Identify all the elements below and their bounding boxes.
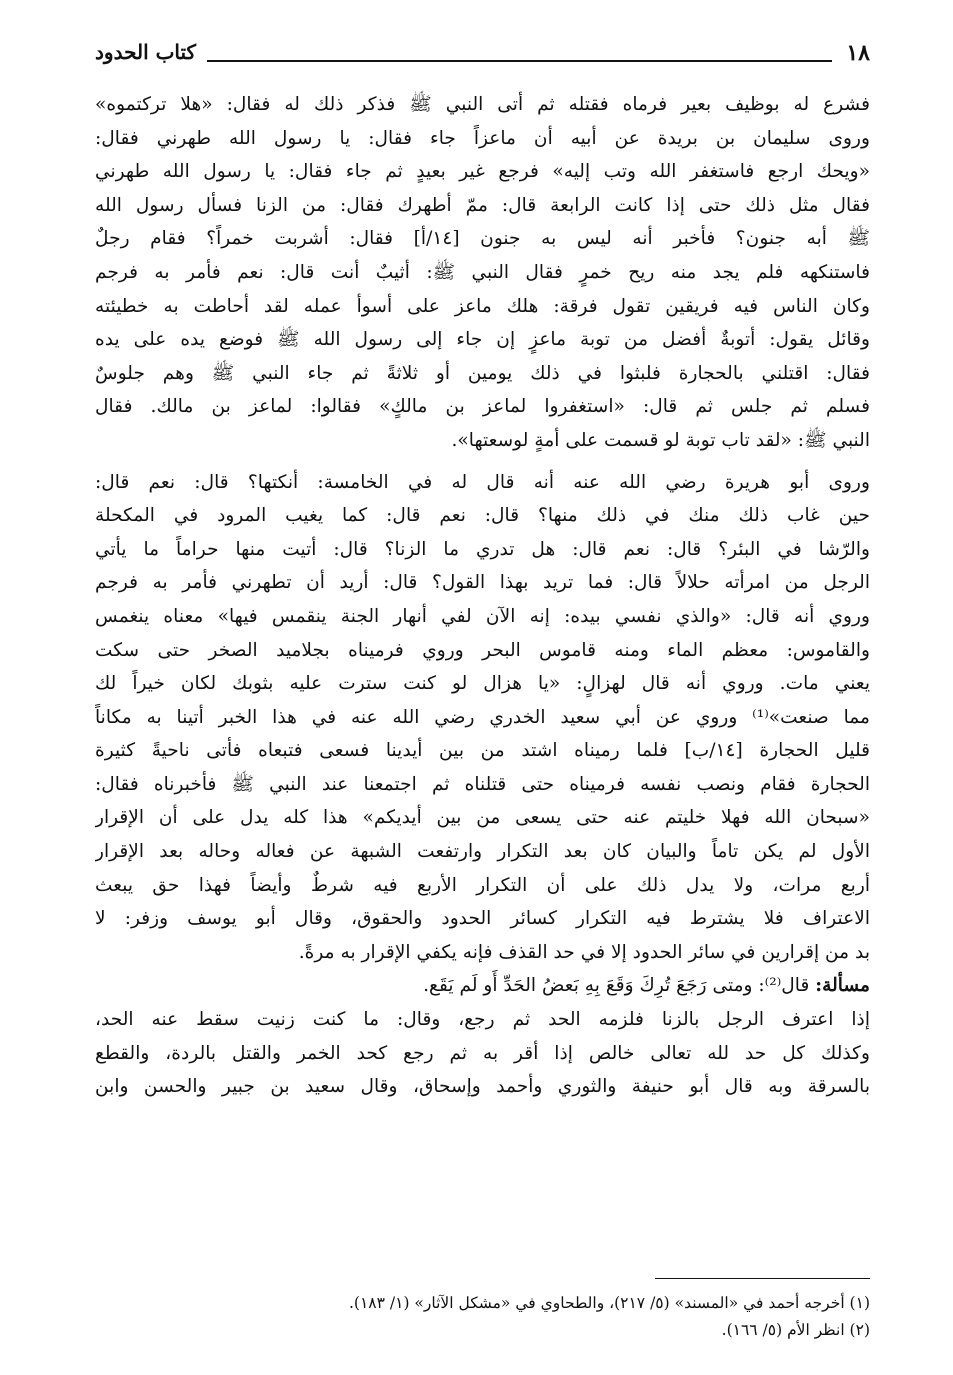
text-line: وروى سليمان بن بريدة عن أبيه أن ماعزاً جاء فقال: يا رسول الله طهرني فقال: [95,127,870,149]
text-line: قليل الحجارة [١٤/ب] فلما رميناه اشتد من بين أيدينا فسعى فتبعاه فأتى ناحيةً كثيرة [95,740,870,762]
text-line: وكذلك كل حد لله تعالى خالص إذا أقر به ثم رجع كحد الخمر والقتل بالردة، والقطع [95,1042,870,1064]
text-line: الأول لم يكن تاماً والبيان كان بعد التكرار وارتفعت الشبهة عن فعاله وحاله بعد الإقرار [95,841,870,863]
text-line: ﷺ أبه جنون؟ فأخبر أنه ليس به جنون [١٤/أ] فقال: أشربت خمراً؟ فقام رجلٌ [95,228,870,250]
text-line: أربع مرات، ولا يدل ذلك على أن التكرار الأربع فيه شرطٌ وأيضاً فهذا حق يبعث [95,874,870,896]
text-line: الاعتراف فلا يشترط فيه التكرار كسائر الحدود والحقوق، وقال أبو يوسف وزفر: لا [95,908,870,930]
header-rule [207,60,832,62]
text-line: وروى أبو هريرة رضي الله عنه أنه قال له في الخامسة: أنكتها؟ قال: نعم قال: [95,471,870,493]
text-line: وروي أنه قال: «والذي نفسي بيده: إنه الآن لفي أنهار الجنة ينقمس فيها» معناه ينغمس [95,605,870,627]
masala-text: قال⁽²⁾: ومتى رَجَعَ تُرِكَ وَقَعَ بِهِ بَعضُ الحَدِّ أَو لَم يَقَع. [423,975,810,997]
footnote: (١) أخرجه أحمد في «المسند» (٥/ ٢١٧)، والطحاوي في «مشكل الآثار» (١/ ١٨٣). [349,1294,870,1312]
text-line: وكان الناس فيه فريقين تقول فرقة: هلك ماعز على أسوأ عمله لقد أحاطت به خطيئته [95,295,870,317]
text-line: فشرع له بوظيف بعير فرماه فقتله ثم أتى النبي ﷺ فذكر ذلك له فقال: «هلا تركتموه» [95,94,870,115]
text-line: إذا اعترف الرجل بالزنا فلزمه الحد ثم رجع، وقال: ما كنت زنيت سقط عنه الحد، [95,1009,870,1031]
text-line: والرّشا في البئر؟ قال: نعم قال: هل تدري ما الزنا؟ قال: أتيت منها حراماً ما يأتي [95,538,870,560]
text-line: الحجارة فقام ونصب نفسه فرميناه حتى قتلناه ثم اجتمعنا عند النبي ﷺ فأخبرناه فقال: [95,773,870,795]
text-line: فسلم ثم جلس ثم قال: «استغفروا لماعز بن مالكٍ» فقالوا: لماعز بن مالك. فقال [95,396,870,418]
text-line: فاستنكهه فلم يجد منه ريح خمرٍ فقال النبي ﷺ: أثيبٌ أنت قال: نعم فأمر به فرجم [95,261,870,283]
text-line: حين غاب ذلك منك في ذلك منها؟ قال: نعم قال: كما يغيب المرود في المكحلة [95,505,870,527]
text-line: «سبحان الله فهلا خليتم عنه حتى يسعى من بين أيديكم» هذا كله يدل على أن الإقرار [95,807,870,829]
text-line: «ويحك ارجع فاستغفر الله وتب إليه» فرجع غير بعيدٍ ثم جاء فقال: يا رسول الله طهرني [95,161,870,183]
footnote-rule [655,1278,870,1279]
masala-line [95,969,870,1003]
paragraph-gap [95,458,870,466]
text-line: فقال: اقتلني بالحجارة فلبثوا في ذلك يومين أو ثلاثةً ثم جاء النبي ﷺ وهم جلوسٌ [95,362,870,384]
page-number: ١٨ [846,40,870,66]
text-line: فقال مثل ذلك حتى إذا كانت الرابعة قال: ممّ أطهرك فقال: من الزنا فسأل رسول الله [95,194,870,216]
page-header [95,36,870,76]
text-line: يعني مات. وروي أنه قال لهزالٍ: «يا هزال لو كنت سترت عليه بثوبك لكان خيراً لك [95,673,870,695]
text-line: بد من إقرارين في سائر الحدود إلا في حد القذف فإنه يكفي الإقرار به مرةً. [298,941,870,963]
footnotes [95,1290,870,1344]
text-line: وقائل يقول: أتوبةٌ أفضل من توبة ماعزٍ إن جاء إلى رسول الله ﷺ فوضع يده على يده [95,329,870,351]
text-line: الرجل من امرأته حلالاً قال: فما تريد بهذا القول؟ قال: أريد أن تطهرني فأمر به فرجم [95,572,870,594]
text-line: النبي ﷺ: «لقد تاب توبة لو قسمت على أمةٍ لوسعتها». [451,429,870,451]
text-line: والقاموس: معظم الماء ومنه قاموس البحر وروي فرميناه بجلاميد الصخر حتى سكت [95,639,870,661]
book-title: كتاب الحدود [95,40,197,64]
body-text [95,88,870,1104]
text-line: مما صنعت»⁽¹⁾ وروي عن أبي سعيد الخدري رضي الله عنه في هذا الخبر أتينا به مكاناً [95,706,870,728]
footnote: (٢) انظر الأم (٥/ ١٦٦). [721,1321,870,1339]
text-line: بالسرقة وبه قال أبو حنيفة والثوري وأحمد وإسحاق، وقال سعيد بن جبير والحسن وابن [95,1076,870,1098]
masala-label: مسألة: [815,975,870,997]
